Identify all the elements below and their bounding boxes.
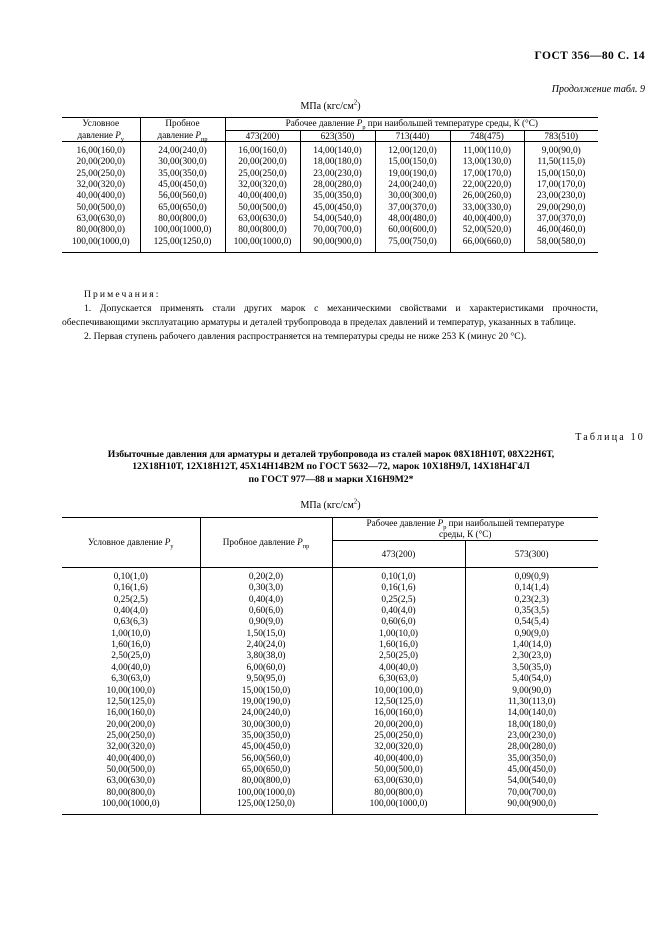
table-cell: 45,00(450,0) bbox=[300, 203, 375, 214]
table10-col1-var: P bbox=[164, 536, 171, 547]
table-cell: 0,25(2,5) bbox=[62, 595, 200, 606]
table10-group-line2: среды, К (°С) bbox=[439, 529, 492, 540]
table-cell: 100,00(1000,0) bbox=[332, 799, 465, 815]
table-cell: 0,20(2,0) bbox=[200, 568, 332, 584]
table-cell: 65,00(650,0) bbox=[200, 765, 332, 776]
table-cell: 45,00(450,0) bbox=[200, 742, 332, 753]
table-cell: 10,00(100,0) bbox=[332, 686, 465, 697]
table-cell: 0,60(6,0) bbox=[200, 606, 332, 617]
table-cell: 28,00(280,0) bbox=[300, 180, 375, 191]
note-item-2: 2. Первая ступень рабочего давления распространяется на температуры среды не ниже 253 К (минус 20 °С). bbox=[84, 331, 527, 343]
table-cell: 23,00(230,0) bbox=[300, 169, 375, 180]
table10-head bbox=[62, 518, 598, 568]
table-row bbox=[62, 214, 598, 225]
table-cell: 46,00(460,0) bbox=[537, 225, 586, 236]
table-cell: 0,60(6,0) bbox=[332, 617, 465, 628]
table-cell: 56,00(560,0) bbox=[200, 754, 332, 765]
table-cell: 54,00(540,0) bbox=[300, 214, 375, 225]
table-cell: 50,00(500,0) bbox=[62, 203, 140, 214]
table10-unit-sup: 2 bbox=[353, 498, 358, 506]
table10-col2-var: P bbox=[297, 536, 303, 547]
table-row bbox=[62, 708, 598, 719]
table10-title-line-3: по ГОСТ 977—88 и марки Х16Н9М2* bbox=[248, 473, 414, 485]
notes-block bbox=[62, 288, 598, 344]
table-cell: 30,00(300,0) bbox=[140, 157, 225, 168]
table9-temp-748: 748(475) bbox=[450, 130, 524, 141]
table-cell: 65,00(650,0) bbox=[140, 203, 225, 214]
table-row bbox=[62, 191, 598, 202]
continuation-label: Продолжение табл. 9 bbox=[551, 84, 645, 95]
table-row bbox=[62, 595, 598, 606]
table-row bbox=[62, 568, 598, 584]
table10-title-line-1: Избыточные давления для арматуры и деталей трубопровода из сталей марок 08Х18Н10Т, 08Х22Н6Т, bbox=[107, 449, 555, 460]
table-cell: 0,23(2,3) bbox=[514, 594, 549, 605]
table-cell: 2,40(24,0) bbox=[200, 640, 332, 651]
table-cell: 0,25(2,5) bbox=[332, 595, 465, 606]
table-row bbox=[62, 663, 598, 674]
table-cell: 100,00(1000,0) bbox=[225, 237, 300, 253]
table-cell: 63,00(630,0) bbox=[62, 214, 140, 225]
table-cell: 25,00(250,0) bbox=[62, 169, 140, 180]
table-cell: 54,00(540,0) bbox=[507, 776, 556, 787]
table-cell: 35,00(350,0) bbox=[507, 753, 556, 764]
table-cell: 3,80(38,0) bbox=[200, 651, 332, 662]
table-cell: 12,50(125,0) bbox=[62, 697, 200, 708]
table10-unit-suffix: ) bbox=[357, 500, 361, 511]
table-cell: 20,00(200,0) bbox=[332, 720, 465, 731]
table-cell: 15,00(150,0) bbox=[375, 157, 450, 168]
table-cell: 5,40(54,0) bbox=[512, 674, 552, 685]
table-cell: 14,00(140,0) bbox=[300, 142, 375, 158]
table-cell: 20,00(200,0) bbox=[62, 720, 200, 731]
table-row bbox=[62, 754, 598, 765]
table10-col-header-test bbox=[200, 518, 332, 568]
table-cell: 24,00(240,0) bbox=[375, 180, 450, 191]
table10-col1-prefix: Условное давление bbox=[87, 536, 165, 547]
table-cell: 40,00(400,0) bbox=[332, 754, 465, 765]
table-row bbox=[62, 697, 598, 708]
table-cell: 11,00(110,0) bbox=[450, 142, 524, 158]
table9-group-suffix: при наибольшей температуре среды, К (°С) bbox=[365, 118, 538, 129]
table9-col2-prefix: давление bbox=[157, 129, 196, 140]
table9-col-header-nominal bbox=[62, 118, 140, 142]
table-cell: 100,00(1000,0) bbox=[62, 237, 140, 253]
table-cell: 37,00(370,0) bbox=[375, 203, 450, 214]
table-cell: 0,16(1,6) bbox=[332, 583, 465, 594]
table9-body bbox=[62, 142, 598, 253]
table9-col1-line2 bbox=[62, 130, 140, 142]
table-cell: 12,50(125,0) bbox=[332, 697, 465, 708]
table-cell: 6,30(63,0) bbox=[62, 674, 200, 685]
table-row bbox=[62, 674, 598, 685]
table9-group-sub: р bbox=[362, 124, 366, 132]
table-row bbox=[62, 203, 598, 214]
table-row bbox=[62, 225, 598, 236]
table-cell: 125,00(1250,0) bbox=[200, 799, 332, 815]
table-cell: 90,00(900,0) bbox=[300, 237, 375, 253]
table-cell: 32,00(320,0) bbox=[332, 742, 465, 753]
table-cell: 17,00(170,0) bbox=[537, 180, 586, 191]
table9-unit-prefix: МПа (кгс/см bbox=[300, 101, 354, 112]
table-cell: 26,00(260,0) bbox=[450, 191, 524, 202]
table-cell: 75,00(750,0) bbox=[375, 237, 450, 253]
table-cell: 1,50(15,0) bbox=[200, 629, 332, 640]
table-cell: 20,00(200,0) bbox=[62, 157, 140, 168]
table-cell: 0,90(9,0) bbox=[514, 628, 549, 639]
table-cell: 35,00(350,0) bbox=[140, 169, 225, 180]
table9-unit-suffix: ) bbox=[357, 101, 361, 112]
table9-col2-var: P bbox=[195, 129, 201, 140]
table-cell: 19,00(190,0) bbox=[375, 169, 450, 180]
table-10 bbox=[62, 517, 598, 815]
table-row bbox=[62, 169, 598, 180]
table-cell: 0,40(4,0) bbox=[332, 606, 465, 617]
table-cell: 30,00(300,0) bbox=[375, 191, 450, 202]
table-cell: 2,50(25,0) bbox=[62, 651, 200, 662]
table9-temp-713: 713(440) bbox=[375, 130, 450, 141]
table10-col2-prefix: Пробное давление bbox=[222, 536, 298, 547]
table-cell: 63,00(630,0) bbox=[225, 214, 300, 225]
table-cell: 28,00(280,0) bbox=[507, 742, 556, 753]
table-cell: 17,00(170,0) bbox=[450, 169, 524, 180]
table-cell: 0,10(1,0) bbox=[62, 568, 200, 584]
table-cell: 16,00(160,0) bbox=[332, 708, 465, 719]
table-cell: 80,00(800,0) bbox=[62, 225, 140, 236]
table9-col2-sub: пр bbox=[200, 135, 208, 143]
table-cell: 23,00(230,0) bbox=[507, 730, 556, 741]
table-row bbox=[62, 776, 598, 787]
table9-unit-caption bbox=[0, 101, 661, 112]
table-cell: 9,00(90,0) bbox=[541, 146, 581, 156]
table-cell: 19,00(190,0) bbox=[200, 697, 332, 708]
note-item-1: 1. Допускается применять стали других марок с механическими свойствами и характеристиками прочности, обеспечивающими эксплуатацию арматуры и деталей трубопровода в пределах давлений и температур, указанных в таблице. bbox=[62, 303, 598, 328]
table-cell: 0,54(5,4) bbox=[514, 617, 549, 628]
table9-group-var: P bbox=[356, 118, 363, 129]
table-cell: 6,30(63,0) bbox=[332, 674, 465, 685]
table-row bbox=[62, 686, 598, 697]
table9-col2-line2 bbox=[141, 130, 225, 142]
table-cell: 90,00(900,0) bbox=[465, 799, 598, 815]
table10-group-header-working bbox=[332, 518, 598, 541]
table-cell: 35,00(350,0) bbox=[300, 191, 375, 202]
table9-group-prefix: Рабочее давление bbox=[285, 118, 357, 129]
table-cell: 16,00(160,0) bbox=[62, 142, 140, 158]
table9-group-header-working bbox=[225, 118, 598, 131]
table-cell: 100,00(1000,0) bbox=[200, 788, 332, 799]
table-row bbox=[62, 651, 598, 662]
table-cell: 0,63(6,3) bbox=[62, 617, 200, 628]
table9-col1-var: P bbox=[115, 129, 121, 140]
table-cell: 45,00(450,0) bbox=[140, 180, 225, 191]
table-cell: 40,00(400,0) bbox=[450, 214, 524, 225]
table9-unit-sup: 2 bbox=[353, 99, 358, 107]
table-row bbox=[62, 142, 598, 158]
table-cell: 11,30(113,0) bbox=[507, 696, 556, 707]
table-cell: 0,40(4,0) bbox=[62, 606, 200, 617]
table-cell: 10,00(100,0) bbox=[62, 686, 200, 697]
table10-group-sub: р bbox=[443, 523, 447, 531]
table-cell: 1,00(10,0) bbox=[332, 629, 465, 640]
table-cell: 30,00(300,0) bbox=[200, 720, 332, 731]
table-row bbox=[62, 157, 598, 168]
table-row bbox=[62, 180, 598, 191]
table-cell: 32,00(320,0) bbox=[225, 180, 300, 191]
table-row bbox=[62, 799, 598, 815]
table-cell: 24,00(240,0) bbox=[200, 708, 332, 719]
table10-group-prefix: Рабочее давление bbox=[366, 518, 438, 528]
table-cell: 4,00(40,0) bbox=[332, 663, 465, 674]
table-cell: 25,00(250,0) bbox=[225, 169, 300, 180]
table-cell: 3,50(35,0) bbox=[512, 662, 552, 673]
table-cell: 100,00(1000,0) bbox=[140, 225, 225, 236]
table-cell: 0,09(0,9) bbox=[514, 572, 549, 583]
table-cell: 50,00(500,0) bbox=[332, 765, 465, 776]
table-cell: 37,00(370,0) bbox=[537, 214, 586, 225]
table-cell: 14,00(140,0) bbox=[507, 708, 556, 719]
table-row bbox=[62, 640, 598, 651]
table-row bbox=[62, 765, 598, 776]
table-cell: 2,30(23,0) bbox=[512, 651, 552, 662]
table-cell: 24,00(240,0) bbox=[140, 142, 225, 158]
table-row bbox=[62, 742, 598, 753]
table-cell: 0,10(1,0) bbox=[332, 568, 465, 584]
table-row bbox=[62, 237, 598, 253]
running-head: ГОСТ 356—80 С. 14 bbox=[534, 50, 645, 62]
table-cell: 66,00(660,0) bbox=[450, 237, 524, 253]
table-cell: 70,00(700,0) bbox=[507, 787, 556, 798]
table9-col1-prefix: давление bbox=[77, 129, 116, 140]
table-cell: 80,00(800,0) bbox=[225, 225, 300, 236]
table9-temp-623: 623(350) bbox=[300, 130, 375, 141]
table-cell: 56,00(560,0) bbox=[140, 191, 225, 202]
table-cell: 100,00(1000,0) bbox=[62, 799, 200, 815]
table-cell: 18,00(180,0) bbox=[300, 157, 375, 168]
table10-group-suffix: при наибольшей температуре bbox=[446, 518, 565, 528]
table-cell: 15,00(150,0) bbox=[537, 168, 586, 179]
table-cell: 32,00(320,0) bbox=[62, 742, 200, 753]
table-cell: 0,35(3,5) bbox=[514, 606, 549, 617]
table10-col2-sub: пр bbox=[302, 542, 310, 550]
table10-body bbox=[62, 568, 598, 815]
table-cell: 22,00(220,0) bbox=[450, 180, 524, 191]
table-cell: 9,50(95,0) bbox=[200, 674, 332, 685]
notes-heading: Примечания: bbox=[84, 289, 161, 300]
table10-unit-caption bbox=[0, 500, 661, 511]
table-cell: 0,40(4,0) bbox=[200, 595, 332, 606]
table-cell: 40,00(400,0) bbox=[62, 754, 200, 765]
table-cell: 11,50(115,0) bbox=[537, 157, 586, 168]
table-cell: 63,00(630,0) bbox=[332, 776, 465, 787]
table9-head bbox=[62, 118, 598, 142]
table-row bbox=[62, 720, 598, 731]
table9-temp-473: 473(200) bbox=[225, 130, 300, 141]
table-cell: 12,00(120,0) bbox=[375, 142, 450, 158]
table10-unit-prefix: МПа (кгс/см bbox=[300, 500, 354, 511]
table-row bbox=[62, 788, 598, 799]
table10-temp-473: 473(200) bbox=[332, 541, 465, 568]
table-cell: 0,14(1,4) bbox=[514, 583, 549, 594]
table-cell: 23,00(230,0) bbox=[537, 191, 586, 202]
table-cell: 2,50(25,0) bbox=[332, 651, 465, 662]
table10-col1-sub: у bbox=[170, 542, 174, 550]
table-cell: 6,00(60,0) bbox=[200, 663, 332, 674]
table10-group-var: P bbox=[437, 518, 444, 528]
table-cell: 0,16(1,6) bbox=[62, 583, 200, 594]
table-row bbox=[62, 629, 598, 640]
table-cell: 50,00(500,0) bbox=[62, 765, 200, 776]
table-cell: 70,00(700,0) bbox=[300, 225, 375, 236]
table-cell: 25,00(250,0) bbox=[332, 731, 465, 742]
table-cell: 1,60(16,0) bbox=[62, 640, 200, 651]
table10-col-header-nominal bbox=[62, 518, 200, 568]
table-cell: 16,00(160,0) bbox=[225, 142, 300, 158]
table-cell: 125,00(1250,0) bbox=[140, 237, 225, 253]
table9-temp-783: 783(510) bbox=[524, 130, 598, 141]
table-cell: 48,00(480,0) bbox=[375, 214, 450, 225]
table-cell: 58,00(580,0) bbox=[524, 237, 598, 253]
table9-col2-line1: Пробное bbox=[165, 118, 200, 128]
table-cell: 29,00(290,0) bbox=[537, 202, 586, 213]
table-cell: 52,00(520,0) bbox=[450, 225, 524, 236]
table-cell: 25,00(250,0) bbox=[62, 731, 200, 742]
table-cell: 80,00(800,0) bbox=[140, 214, 225, 225]
table-cell: 1,00(10,0) bbox=[62, 629, 200, 640]
table-cell: 35,00(350,0) bbox=[200, 731, 332, 742]
table-cell: 20,00(200,0) bbox=[225, 157, 300, 168]
table-row bbox=[62, 731, 598, 742]
table-cell: 1,40(14,0) bbox=[512, 640, 552, 651]
table-cell: 80,00(800,0) bbox=[200, 776, 332, 787]
table9-col1-sub: у bbox=[120, 135, 125, 143]
table-cell: 16,00(160,0) bbox=[62, 708, 200, 719]
table-cell: 45,00(450,0) bbox=[507, 764, 556, 775]
table-cell: 9,00(90,0) bbox=[512, 685, 552, 696]
table9-col1-line1: Условное bbox=[82, 118, 120, 128]
table10-number-label: Таблица 10 bbox=[575, 432, 645, 443]
table-cell: 50,00(500,0) bbox=[225, 203, 300, 214]
table-9-continued bbox=[62, 117, 598, 253]
table-cell: 0,90(9,0) bbox=[200, 617, 332, 628]
table-cell: 15,00(150,0) bbox=[200, 686, 332, 697]
table10-temp-573: 573(300) bbox=[465, 541, 598, 568]
table-cell: 4,00(40,0) bbox=[62, 663, 200, 674]
table-cell: 63,00(630,0) bbox=[62, 776, 200, 787]
table-row bbox=[62, 583, 598, 594]
table-cell: 0,30(3,0) bbox=[200, 583, 332, 594]
table-cell: 80,00(800,0) bbox=[332, 788, 465, 799]
table-cell: 18,00(180,0) bbox=[507, 719, 556, 730]
table9-col-header-test bbox=[140, 118, 225, 142]
table-cell: 80,00(800,0) bbox=[62, 788, 200, 799]
table-cell: 60,00(600,0) bbox=[375, 225, 450, 236]
table-cell: 33,00(330,0) bbox=[450, 203, 524, 214]
table-row bbox=[62, 617, 598, 628]
table-cell: 40,00(400,0) bbox=[225, 191, 300, 202]
table10-title-line-2: 12Х18Н10Т, 12Х18Н12Т, 45Х14Н14В2М по ГОСТ 5632—72, марок 10Х18Н9Л, 14Х18Н4Г4Л bbox=[132, 461, 530, 473]
table-row bbox=[62, 606, 598, 617]
table-cell: 1,60(16,0) bbox=[332, 640, 465, 651]
table-cell: 13,00(130,0) bbox=[450, 157, 524, 168]
table-cell: 32,00(320,0) bbox=[62, 180, 140, 191]
table-cell: 40,00(400,0) bbox=[62, 191, 140, 202]
table10-title bbox=[48, 449, 614, 486]
